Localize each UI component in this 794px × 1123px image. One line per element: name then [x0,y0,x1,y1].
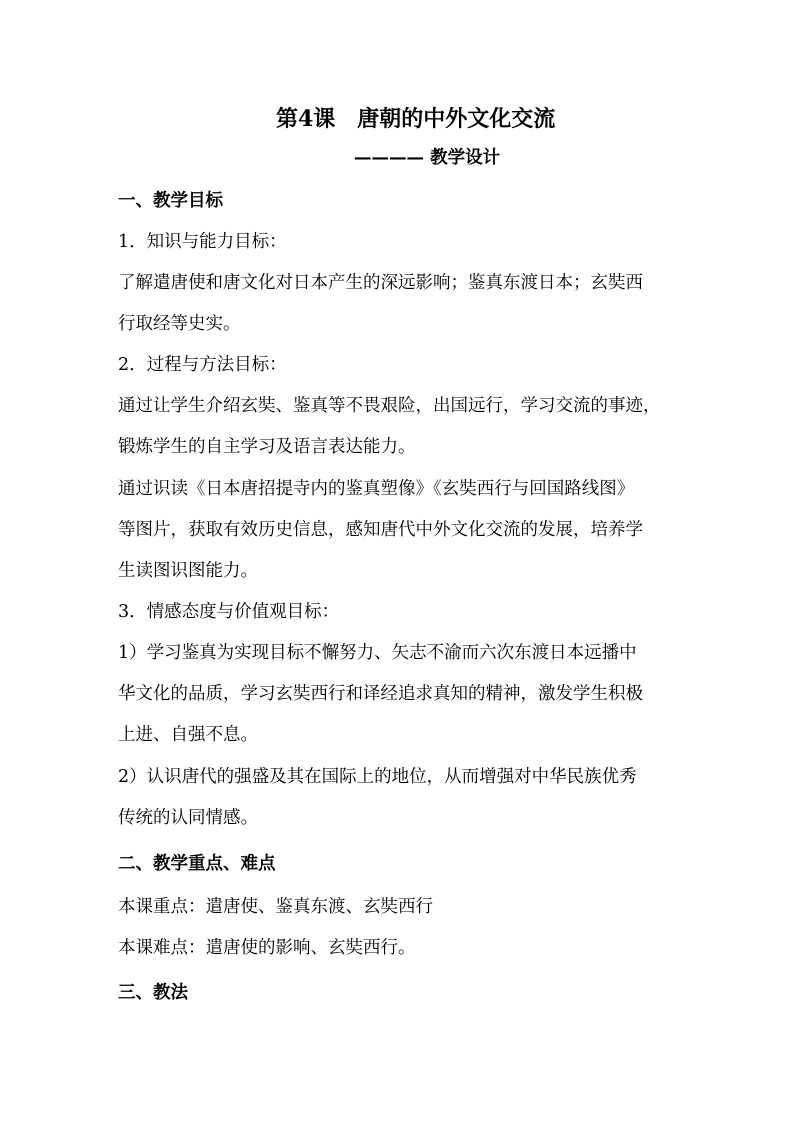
paragraph-line: 2）认识唐代的强盛及其在国际上的地位，从而增强对中华民族优秀 [118,767,637,787]
emotion-objective-heading: 3．情感态度与价值观目标： [118,602,340,622]
paragraph-line: 锻炼学生的自主学习及语言表达能力。 [118,437,416,457]
paragraph-line: 传统的认同情感。 [118,808,258,828]
document-subtitle: ———— 教学设计 [354,148,501,168]
process-objective-heading: 2．过程与方法目标： [118,355,287,375]
key-point-focus: 本课重点：遣唐使、鉴真东渡、玄奘西行 [118,897,433,917]
section-heading-method: 三、教法 [118,983,188,1003]
paragraph-line: 通过让学生介绍玄奘、鉴真等不畏艰险，出国远行，学习交流的事迹， [118,396,661,416]
paragraph-line: 等图片，获取有效历史信息，感知唐代中外文化交流的发展，培养学 [118,520,643,540]
paragraph-line: 上进、自强不息。 [118,725,258,745]
paragraph-line: 1）学习鉴真为实现目标不懈努力、矢志不渝而六次东渡日本远播中 [118,643,637,663]
section-heading-key-points: 二、教学重点、难点 [118,854,276,874]
paragraph-line: 通过识读《日本唐招提寺内的鉴真塑像》《玄奘西行与回国路线图》 [118,479,635,499]
key-point-difficulty: 本课难点：遣唐使的影响、玄奘西行。 [118,938,416,958]
paragraph-line: 了解遣唐使和唐文化对日本产生的深远影响；鉴真东渡日本；玄奘西 [118,273,643,293]
paragraph-line: 华文化的品质，学习玄奘西行和译经追求真知的精神，激发学生积极 [118,684,643,704]
knowledge-objective-heading: 1．知识与能力目标： [118,232,287,252]
paragraph-line: 生读图识图能力。 [118,561,258,581]
paragraph-line: 行取经等史实。 [118,314,241,334]
section-heading-objectives: 一、教学目标 [118,191,223,211]
document-title: 第4课 唐朝的中外文化交流 [276,106,556,132]
